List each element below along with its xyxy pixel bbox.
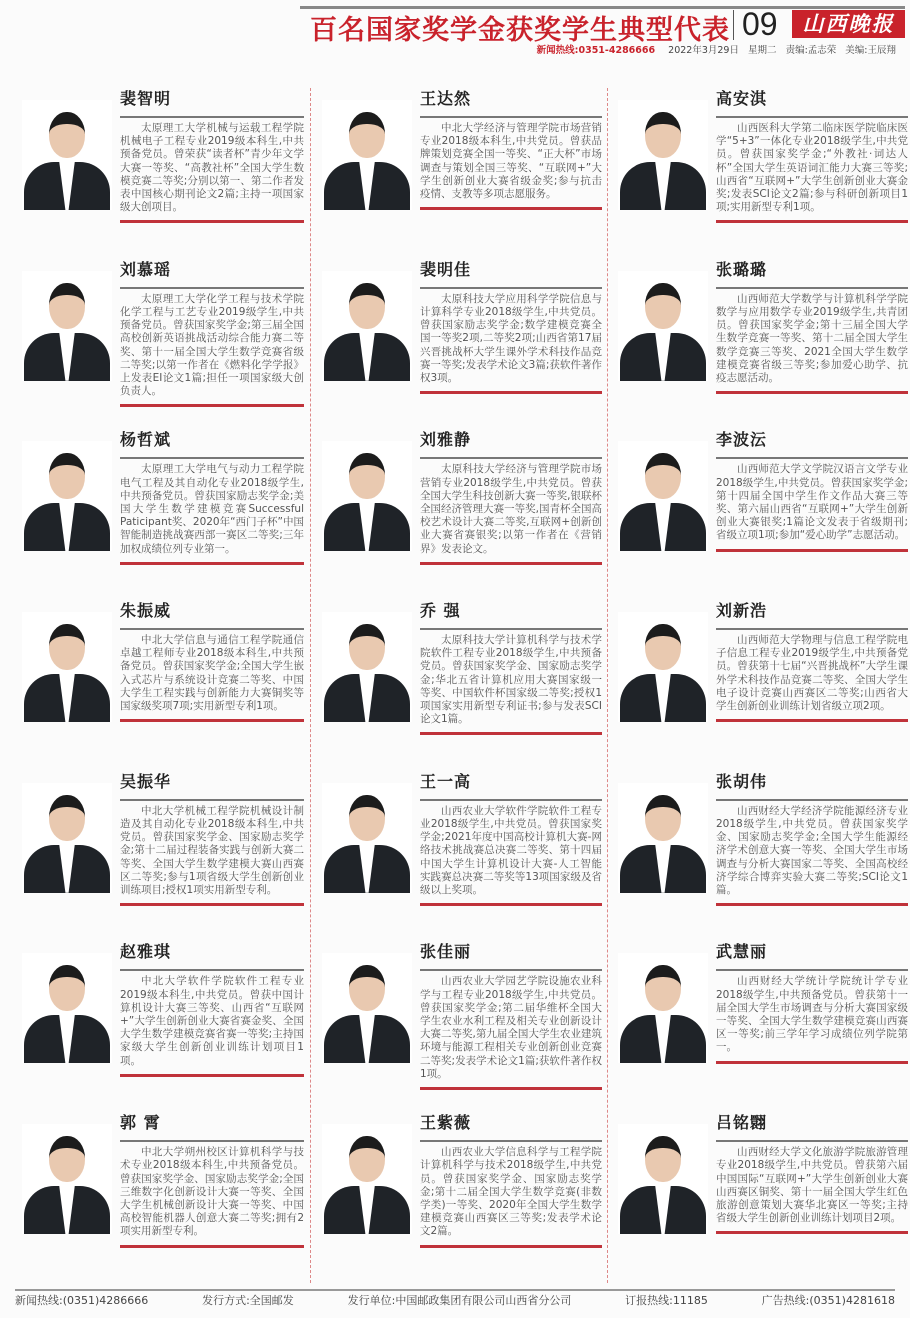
student-name: 张佳丽 — [420, 942, 472, 962]
student-name: 裴明佳 — [420, 259, 472, 279]
profile-text — [716, 600, 908, 771]
student-photo — [322, 441, 412, 551]
student-bio: 太原科技大学应用科学学院信息与计算科学专业2018级学生,中共党员。曾获国家励志奖学金;数学建模竞赛全国一等奖2项,二等奖2项;山西省第17届兴晋挑战杯大学生课外学术科技作品竞赛一等奖;发表学术论文3篇;获软件著作权3项。 — [420, 292, 602, 384]
student-photo — [22, 783, 112, 893]
column-divider — [310, 88, 311, 1283]
student-name: 吴振华 — [120, 771, 172, 791]
student-profile — [322, 771, 602, 942]
name-rule — [716, 799, 908, 801]
page-title: 百名国家奖学金获奖学生典型代表 — [310, 15, 730, 46]
student-name: 刘雅静 — [420, 430, 472, 450]
student-profile — [22, 600, 304, 771]
profile-text — [716, 88, 908, 259]
profile-end-rule — [716, 549, 908, 552]
student-name: 吕铭翾 — [716, 1113, 768, 1133]
student-name: 朱振威 — [120, 601, 172, 621]
student-name: 王一高 — [420, 771, 472, 791]
student-profile — [618, 771, 908, 942]
profile-text — [120, 1112, 304, 1283]
profile-end-rule — [420, 1087, 602, 1090]
student-photo — [22, 1124, 112, 1234]
student-profile — [322, 88, 602, 259]
profile-end-rule — [716, 903, 908, 906]
student-name: 郭 霄 — [120, 1113, 161, 1133]
student-name: 张胡伟 — [716, 771, 768, 791]
profile-text — [420, 259, 602, 430]
name-rule — [120, 116, 304, 118]
profile-text — [420, 600, 602, 771]
name-rule — [420, 287, 602, 289]
student-bio: 中北大学经济与管理学院市场营销专业2018级本科生,中共党员。曾获品牌策划竞赛全国一等奖、“正大杯”市场调查与策划全国三等奖、“互联网+”大学生创新创业大赛省级金奖;参与抗击疫情、支教等多项志愿服务。 — [420, 122, 602, 201]
name-rule — [420, 457, 602, 459]
name-rule — [420, 116, 602, 118]
student-photo — [618, 612, 708, 722]
student-profile — [22, 1112, 304, 1283]
name-rule — [716, 287, 908, 289]
student-profile — [322, 429, 602, 600]
student-profile — [22, 941, 304, 1112]
column-left — [22, 88, 304, 1283]
name-rule — [120, 628, 304, 630]
footer-subscription: 订报热线:11185 — [625, 1294, 708, 1307]
student-profile — [322, 1112, 602, 1283]
student-name: 王达然 — [420, 89, 472, 108]
student-profile — [618, 259, 908, 430]
photo-head — [349, 624, 385, 670]
profile-end-rule — [420, 1245, 602, 1248]
student-name: 张璐璐 — [716, 259, 768, 279]
student-photo — [22, 953, 112, 1063]
profile-end-rule — [120, 562, 304, 565]
student-profile — [618, 429, 908, 600]
student-photo — [322, 271, 412, 381]
header-divider — [733, 10, 734, 40]
student-name: 刘慕瑶 — [120, 259, 172, 279]
photo-head — [49, 624, 85, 670]
profile-end-rule — [716, 1061, 908, 1064]
name-rule — [120, 287, 304, 289]
student-name: 刘新浩 — [716, 601, 768, 621]
photo-head — [49, 283, 85, 329]
profile-text — [716, 259, 908, 430]
student-profile — [322, 941, 602, 1112]
photo-head — [49, 1136, 85, 1182]
profile-text — [420, 941, 602, 1112]
student-bio: 太原科技大学计算机科学与技术学院软件工程专业2018级学生,中共预备党员。曾获国家奖学金、国家励志奖学金;华北五省计算机应用大赛国家级一等奖、中国软件杯国家级二等奖;授权1项国家实用新型专利证书;参与发表SCI论文1篇。 — [420, 634, 602, 726]
student-name: 武慧丽 — [716, 942, 768, 962]
profile-text — [120, 771, 304, 942]
profile-text — [420, 429, 602, 600]
profile-text — [120, 600, 304, 771]
name-rule — [420, 1140, 602, 1142]
photo-head — [49, 795, 85, 841]
profile-end-rule — [420, 391, 602, 394]
profile-end-rule — [420, 207, 602, 210]
student-profile — [618, 88, 908, 259]
photo-head — [349, 795, 385, 841]
profile-text — [420, 1112, 602, 1283]
student-photo — [322, 612, 412, 722]
profile-text — [716, 941, 908, 1112]
student-profile — [322, 600, 602, 771]
photo-head — [349, 1136, 385, 1182]
student-photo — [322, 783, 412, 893]
student-name: 杨哲斌 — [120, 430, 172, 450]
student-bio: 山西师范大学文学院汉语言文学专业2018级学生,中共党员。曾获国家奖学金;第十四届全国中学生作文作品大赛三等奖、第六届山西省“互联网+”大学生创新创业大赛银奖;1篇论文发表于省级期刊;省级立项1项;参加“爱心助学”志愿活动。 — [716, 463, 908, 542]
profile-end-rule — [420, 732, 602, 735]
student-bio: 太原科技大学经济与管理学院市场营销专业2018级学生,中共党员。曾获全国大学生科技创新大赛一等奖,银联杯全国经济管理大赛一等奖,国青杯全国高校艺术设计大赛二等奖,互联网+创新创业大赛省赛银奖;以第一作者在《营销界》发表论文。 — [420, 463, 602, 555]
student-bio: 中北大学朔州校区计算机科学与技术专业2018级本科生,中共预备党员。曾获国家奖学金、国家励志奖学金;全国三维数字化创新设计大赛一等奖、全国大学生机械创新设计大赛一等奖、中国高校智能机器人创意大赛二等奖;拥有2项实用新型专利。 — [120, 1146, 304, 1238]
student-bio: 山西师范大学数学与计算机科学学院数学与应用数学专业2019级学生,共青团员。曾获国家奖学金;第十三届全国大学生数学竞赛一等奖、第十二届全国大学生数学竞赛三等奖、2021全国大学生数学建模竞赛省级三等奖;参加爱心助学、抗疫志愿活动。 — [716, 292, 908, 384]
student-bio: 太原理工大学机械与运载工程学院机械电子工程专业2019级本科生,中共预备党员。曾荣获“读者杯”青少年文学大赛一等奖、“高教社杯”全国大学生数模竞赛二等奖;分别以第一、第二作者发表中国核心期刊论文2篇;主持一项国家级大创项目。 — [120, 122, 304, 214]
footer-publisher: 发行单位:中国邮政集团有限公司山西省分公司 — [347, 1294, 572, 1307]
header-meta — [537, 42, 902, 56]
student-bio: 山西医科大学第二临床医学院临床医学“5+3”一体化专业2018级学生,中共党员。曾获国家奖学金;“外教社·词达人杯”全国大学生英语词汇能力大赛三等奖;山西省“互联网+”大学生创新创业大赛金奖;发表SCI论文2篇;参与科研创新项目1项;实用新型专利1项。 — [716, 122, 908, 214]
photo-head — [349, 965, 385, 1011]
editor: 责编:孟志荣 — [785, 45, 837, 56]
student-bio: 山西财经大学文化旅游学院旅游管理专业2018级学生,中共党员。曾获第六届中国国际“互联网+”大学生创新创业大赛山西赛区铜奖、第十一届全国大学生红色旅游创意策划大赛华北赛区一等奖;主持省级大学生创新创业训练计划项目2项。 — [716, 1146, 908, 1225]
name-rule — [420, 969, 602, 971]
photo-head — [349, 283, 385, 329]
name-rule — [120, 969, 304, 971]
column-middle — [322, 88, 602, 1283]
student-photo — [22, 100, 112, 210]
column-right — [618, 88, 908, 1283]
photo-head — [645, 283, 681, 329]
student-bio: 太原理工大学化学工程与技术学院化学工程与工艺专业2019级学生,中共预备党员。曾获国家奖学金;第三届全国高校创新英语挑战活动综合能力赛二等奖、第十一届全国大学生数学竞赛省级二等奖;以第一作者在《燃料化学学报》上发表EI论文1篇;担任一项国家级大创负责人。 — [120, 292, 304, 398]
name-rule — [716, 457, 908, 459]
student-profile — [22, 771, 304, 942]
photo-head — [49, 965, 85, 1011]
name-rule — [120, 1140, 304, 1142]
student-bio: 山西农业大学园艺学院设施农业科学与工程专业2018级学生,中共党员。曾获国家奖学金;第二届华维杯全国大学生农业水利工程及相关专业创新设计大赛二等奖,第九届全国大学生农业建筑环境与能源工程相关专业创新创业竞赛二等奖;发表学术论文1篇;获软件著作权1项。 — [420, 975, 602, 1080]
issue-weekday: 星期二 — [748, 45, 777, 56]
profile-end-rule — [420, 903, 602, 906]
profile-text — [420, 88, 602, 259]
name-rule — [420, 799, 602, 801]
profile-end-rule — [120, 404, 304, 407]
photo-head — [49, 112, 85, 158]
name-rule — [716, 116, 908, 118]
profile-end-rule — [716, 719, 908, 722]
footer-news-hotline: 新闻热线:(0351)4286666 — [15, 1294, 149, 1307]
name-rule — [420, 628, 602, 630]
profile-text — [420, 771, 602, 942]
name-rule — [716, 969, 908, 971]
student-photo — [322, 1124, 412, 1234]
photo-head — [645, 624, 681, 670]
student-photo — [22, 612, 112, 722]
student-name: 赵雅琪 — [120, 942, 172, 962]
profile-end-rule — [120, 903, 304, 906]
footer-distribution: 发行方式:全国邮发 — [202, 1294, 294, 1307]
profile-text — [120, 259, 304, 430]
news-hotline: 新闻热线:0351-4286666 — [536, 45, 656, 56]
profile-end-rule — [120, 1245, 304, 1248]
profile-end-rule — [716, 220, 908, 223]
photo-head — [645, 1136, 681, 1182]
student-name: 王紫薇 — [420, 1113, 472, 1133]
student-name: 高安淇 — [716, 89, 768, 108]
student-bio: 山西农业大学信息科学与工程学院计算机科学与技术2018级学生,中共党员。曾获国家奖学金、国家励志奖学金;第十二届全国大学生数学竞赛(非数学类)一等奖、2020年全国大学生数学建模竞赛山西赛区三等奖;发表学术论文2篇。 — [420, 1146, 602, 1238]
student-profile — [618, 941, 908, 1112]
name-rule — [716, 1140, 908, 1142]
student-bio: 中北大学信息与通信工程学院通信卓越工程师专业2018级本科生,中共预备党员。曾获国家奖学金;全国大学生嵌入式芯片与系统设计竞赛二等奖、中国大学生工程实践与创新能力大赛铜奖等国家级奖项7项;实用新型专利1项。 — [120, 634, 304, 713]
photo-head — [645, 795, 681, 841]
profile-end-rule — [120, 719, 304, 722]
name-rule — [716, 628, 908, 630]
profile-end-rule — [716, 391, 908, 394]
student-photo — [322, 100, 412, 210]
newspaper-logo: 山西晚报 — [792, 10, 905, 38]
column-divider — [607, 88, 608, 1283]
footer-rule — [15, 1289, 895, 1291]
profile-end-rule — [420, 562, 602, 565]
student-name: 乔 强 — [420, 601, 461, 621]
student-bio: 山西财经大学统计学院统计学专业2018级学生,中共预备党员。曾获第十一届全国大学生市场调查与分析大赛国家级一等奖、全国大学生数学建模竞赛山西赛区一等奖;前三学年学习成绩位列学院第一。 — [716, 975, 908, 1054]
student-bio: 山西农业大学软件学院软件工程专业2018级学生,中共党员。曾获国家奖学金;2021年度中国高校计算机大赛-网络技术挑战赛总决赛二等奖、第十四届中国大学生计算机设计大赛-人工智能实践赛总决赛二等奖等13项国家级及省级以上奖项。 — [420, 804, 602, 896]
footer-ad-hotline: 广告热线:(0351)4281618 — [761, 1294, 895, 1307]
student-bio: 中北大学机械工程学院机械设计制造及其自动化专业2018级本科生,中共党员。曾获国家奖学金、国家励志奖学金;第十二届过程装备实践与创新大赛二等奖、全国大学生数学建模大赛山西赛区二等奖;参与1项省级大学生创新创业训练项目;授权1项实用新型专利。 — [120, 804, 304, 896]
footer — [15, 1292, 895, 1308]
profile-text — [120, 429, 304, 600]
student-profile — [322, 259, 602, 430]
photo-head — [349, 112, 385, 158]
student-photo — [22, 441, 112, 551]
student-photo — [618, 783, 708, 893]
student-name: 裴智明 — [120, 89, 172, 108]
photo-head — [645, 112, 681, 158]
student-photo — [22, 271, 112, 381]
profile-text — [120, 941, 304, 1112]
student-profile — [22, 259, 304, 430]
profile-text — [716, 1112, 908, 1283]
photo-head — [349, 453, 385, 499]
student-photo — [322, 953, 412, 1063]
issue-date: 2022年3月29日 — [668, 45, 739, 56]
name-rule — [120, 457, 304, 459]
profile-text — [716, 771, 908, 942]
photo-head — [645, 453, 681, 499]
profile-end-rule — [120, 220, 304, 223]
student-bio: 中北大学软件学院软件工程专业2019级本科生,中共党员。曾获中国计算机设计大赛三等奖、山西省“互联网+”大学生创新创业大赛省赛金奖、全国大学生数学建模竞赛省赛一等奖;主持国家级大学生创新创业训练计划项目1项。 — [120, 975, 304, 1067]
profile-text — [716, 429, 908, 600]
profile-text — [120, 88, 304, 259]
student-photo — [618, 1124, 708, 1234]
page-number: 09 — [742, 6, 778, 42]
art-editor: 美编:王辰翔 — [845, 45, 896, 56]
student-profile — [618, 600, 908, 771]
profile-end-rule — [120, 1074, 304, 1077]
photo-head — [645, 965, 681, 1011]
profile-end-rule — [716, 1231, 908, 1234]
student-photo — [618, 441, 708, 551]
name-rule — [120, 799, 304, 801]
student-photo — [618, 953, 708, 1063]
student-photo — [618, 100, 708, 210]
student-name: 李波沄 — [716, 430, 768, 450]
student-bio: 太原理工大学电气与动力工程学院电气工程及其自动化专业2018级学生,中共预备党员。曾获国家励志奖学金;美国大学生数学建模竞赛Successful Paticipant奖、2020年“西门子杯”中国智能制造挑战赛西部一赛区二等奖;三年加权成绩位列专业第一。 — [120, 463, 304, 555]
student-profile — [22, 429, 304, 600]
student-bio: 山西师范大学物理与信息工程学院电子信息工程专业2019级学生,中共预备党员。曾获第十七届“兴晋挑战杯”大学生课外学术科技作品竞赛二等奖、全国大学生电子设计竞赛山西赛区二等奖;山西省大学生创新创业训练计划省级立项2项。 — [716, 634, 908, 713]
student-profile — [618, 1112, 908, 1283]
student-bio: 山西财经大学经济学院能源经济专业2018级学生,中共党员。曾获国家奖学金、国家励志奖学金;全国大学生能源经济学术创意大赛一等奖、全国大学生市场调查与分析大赛国家二等奖、全国高校经济学综合博弈实验大赛二等奖;SCI论文1篇。 — [716, 804, 908, 896]
photo-head — [49, 453, 85, 499]
student-profile — [22, 88, 304, 259]
student-photo — [618, 271, 708, 381]
